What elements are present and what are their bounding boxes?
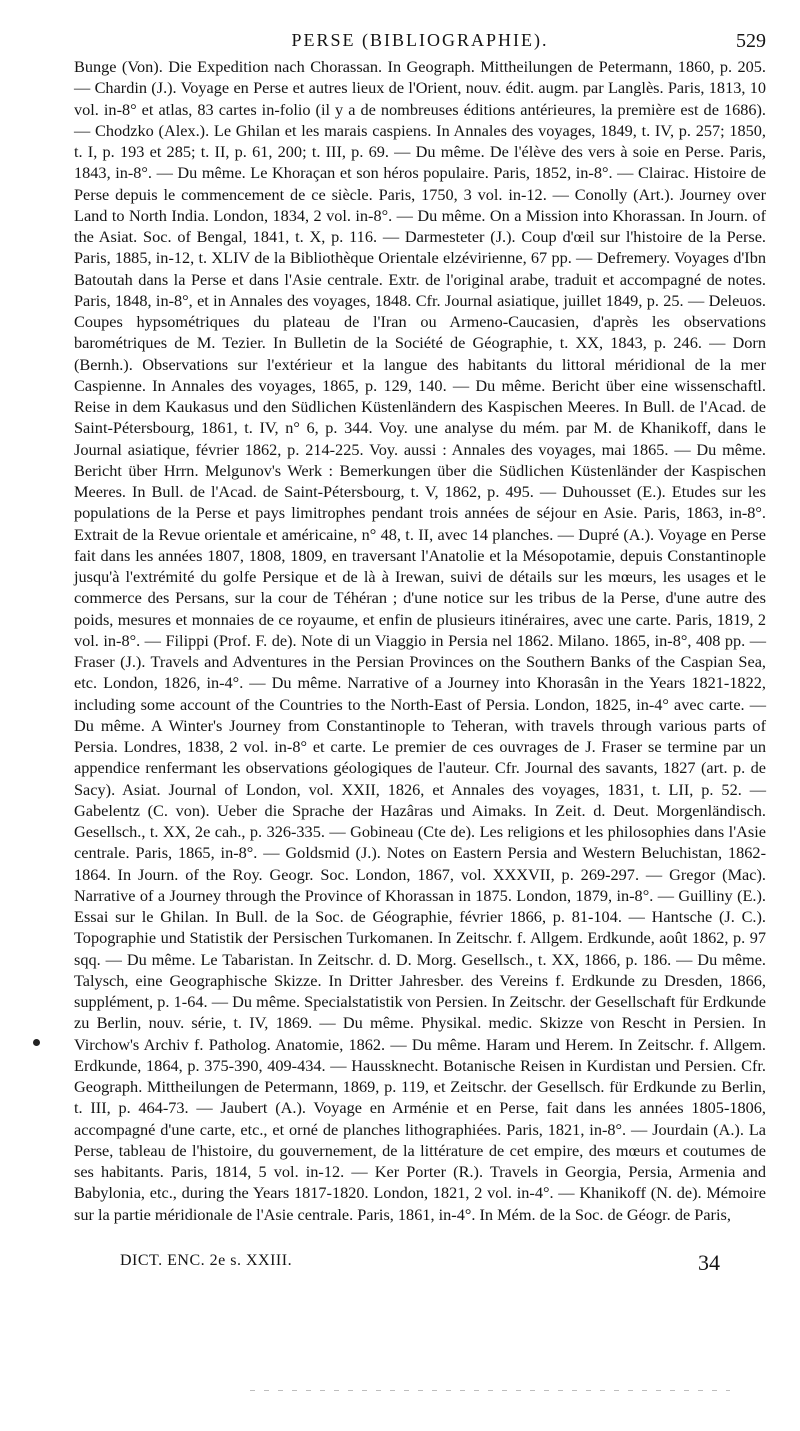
bibliography-text: Bunge (Von). Die Expedition nach Chorassan. In Geograph. Mittheilungen de Petermann, 1860, p. 205. — Chardin (J.). Voyage en Perse et autres lieux de l'Orient, nouv. édit. augm. par Langlès. Paris, 1813, 10 vol. in-8° et atlas, 83 cartes in-folio (il y a de nombreuses éditions antérieures, la première est de 1686). — Chodzko (Alex.). Le Ghilan et les marais caspiens. In Annales des voyages, 1849, t. IV, p. 257; 1850, t. I, p. 193 et 285; t. II, p. 61, 200; t. III, p. 69. — Du même. De l'élève des vers à soie en Perse. Paris, 1843, in-8°. — Du même. Le Khoraçan et son héros populaire. Paris, 1852, in-8°. — Clairac. Histoire de Perse depuis le commencement de ce siècle. Paris, 1750, 3 vol. in-12. — Conolly (Art.). Journey over Land to North India. London, 1834, 2 vol. in-8°. — Du même. On a Mission into Khorassan. In Journ. of the Asiat. Soc. of Bengal, 1841, t. X, p. 116. — Darmesteter (J.). Coup d'œil sur l'histoire de la Perse. Paris, 1885, in-12, t. XLIV de la Bibliothèque Orientale elzévirienne, 67 pp. — Defremery. Voyages d'Ibn Batoutah dans la Perse et dans l'Asie centrale. Extr. de l'original arabe, traduit et accompagné de notes. Paris, 1848, in-8°, et in Annales des voyages, 1848. Cfr. Journal asiatique, juillet 1849, p. 25. — Deleuos. Coupes hypsométriques du plateau de l'Iran ou Armeno-Caucasien, d'après les observations barométriques de M. Tezier. In Bulletin de la Société de Géographie, t. XX, 1843, p. 246. — Dorn (Bernh.). Observations sur l'extérieur et la langue des habitants du littoral méridional de la mer Caspienne. In Annales des voyages, 1865, p. 129, 140. — Du même. Bericht über eine wissenschaftl. Reise in dem Kaukasus und den Südlichen Küstenländern des Kaspischen Meeres. In Bull. de l'Acad. de Saint-Pétersbourg, 1861, t. IV, n° 6, p. 344. Voy. une analyse du mém. par M. de Khanikoff, dans le Journal asiatique, février 1862, p. 214-225. Voy. aussi : Annales des voyages, mai 1865. — Du même. Bericht über Hrrn. Melgunov's Werk : Bemerkungen über die Südlichen Küstenländer der Kaspischen Meeres. In Bull. de l'Acad. de Saint-Pétersbourg, t. V, 1862, p. 495. — Duhousset (E.). Etudes sur les populations de la Perse et pays limitrophes pendant trois années de séjour en Asie. Paris, 1863, in-8°. Extrait de la Revue orientale et américaine, n° 48, t. II, avec 14 planches. — Dupré (A.). Voyage en Perse fait dans les années 1807, 1808, 1809, en traversant l'Anatolie et la Mésopotamie, depuis Constantinople jusqu'à l'extrémité du golfe Persique et de là à Irewan, suivi de détails sur les mœurs, les usages et le commerce des Persans, sur la cour de Téhéran ; d'une notice sur les tribus de la Perse, d'une autre des poids, mesures et monnaies de ce royaume, et enfin de plusieurs itinéraires, avec une carte. Paris, 1819, 2 vol. in-8°. — Filippi (Prof. F. de). Note di un Viaggio in Persia nel 1862. Milano. 1865, in-8°, 408 pp. — Fraser (J.). Travels and Adventures in the Persian Provinces on the Southern Banks of the Caspian Sea, etc. London, 1826, in-4°. — Du même. Narrative of a Journey into Khorasân in the Years 1821-1822, including some account of the Countries to the North-East of Persia. London, 1825, in-4° avec carte. — Du même. A Winter's Journey from Constantinople to Teheran, with travels through various parts of Persia. Londres, 1838, 2 vol. in-8° et carte. Le premier de ces ouvrages de J. Fraser se termine par un appendice renfermant les observations géologiques de l'auteur. Cfr. Journal des savants, 1827 (art. p. de Sacy). Asiat. Journal of London, vol. XXII, 1826, et Annales des voyages, 1831, t. LII, p. 52. — Gabelentz (C. von). Ueber die Sprache der Hazâras und Aimaks. In Zeit. d. Deut. Morgenländisch. Gesellsch., t. XX, 2e cah., p. 326-335. — Gobineau (Cte de). Les religions et les philosophies dans l'Asie centrale. Paris, 1865, in-8°. — Goldsmid (J.). Notes on Eastern Persia and Western Beluchistan, 1862-1864. In Journ. of the Roy. Geogr. Soc. London, 1867, vol. XXXVII, p. 269-297. — Gregor (Mac). Narrative of a Journey through the Province of Khorassan in 1875. London, 1879, in-8°. — Guilliny (E.). Essai sur le Ghilan. In Bull. de la Soc. de Géographie, février 1866, p. 81-104. — Hantsche (J. C.). Topographie und Statistik der Persischen Turkomanen. In Zeitschr. f. Allgem. Erdkunde, août 1862, p. 97 sqq. — Du même. Le Tabaristan. In Zeitschr. d. D. Morg. Gesellsch., t. XX, 1866, p. 186. — Du même. Talysch, eine Geographische Skizze. In Dritter Jahresber. des Vereins f. Erdkunde zu Dresden, 1866, supplément, p. 1-64. — Du même. Specialstatistik von Persien. In Zeitschr. der Gesellschaft für Erdkunde zu Berlin, nouv. série, t. IV, 1869. — Du même. Physikal. medic. Skizze von Rescht in Persien. In Virchow's Archiv f. Patholog. Anatomie, 1862. — Du même. Haram und Herem. In Zeitschr. f. Allgem. Erdkunde, 1864, p. 375-390, 409-434. — Haussknecht. Botanische Reisen in Kurdistan und Persien. Cfr. Geograph. Mittheilungen de Petermann, 1869, p. 119, et Zeitschr. der Gesellsch. für Erdkunde zu Berlin, t. III, p. 464-73. — Jaubert (A.). Voyage en Arménie et en Perse, fait dans les années 1805-1806, accompagné d'une carte, etc., et orné de planches lithographiées. Paris, 1821, in-8°. — Jourdain (A.). La Perse, tableau de l'histoire, du gouvernement, de la littérature de cet empire, des mœurs et coutumes de ses habitants. Paris, 1814, 5 vol. in-12. — Ker Porter (R.). Travels in Georgia, Persia, Armenia and Babylonia, etc., during the Years 1817-1820. London, 1821, 2 vol. in-4°. — Khanikoff (N. de). Mémoire sur la partie méridionale de l'Asie centrale. Paris, 1861, in-4°. In Mém. de la Soc. de Géogr. de Paris, [74,57,766,1224]
signature-mark: DICT. ENC. 2e s. XXIII. [120,1252,293,1269]
running-head-title: PERSE (BIBLIOGRAPHIE). [291,30,549,50]
page-footer [120,1250,720,1278]
margin-mark [33,1039,40,1046]
running-head [74,30,766,54]
sheet-number: 34 [698,1250,720,1275]
page-number: 529 [736,30,766,52]
scan-artifact [250,1390,730,1391]
